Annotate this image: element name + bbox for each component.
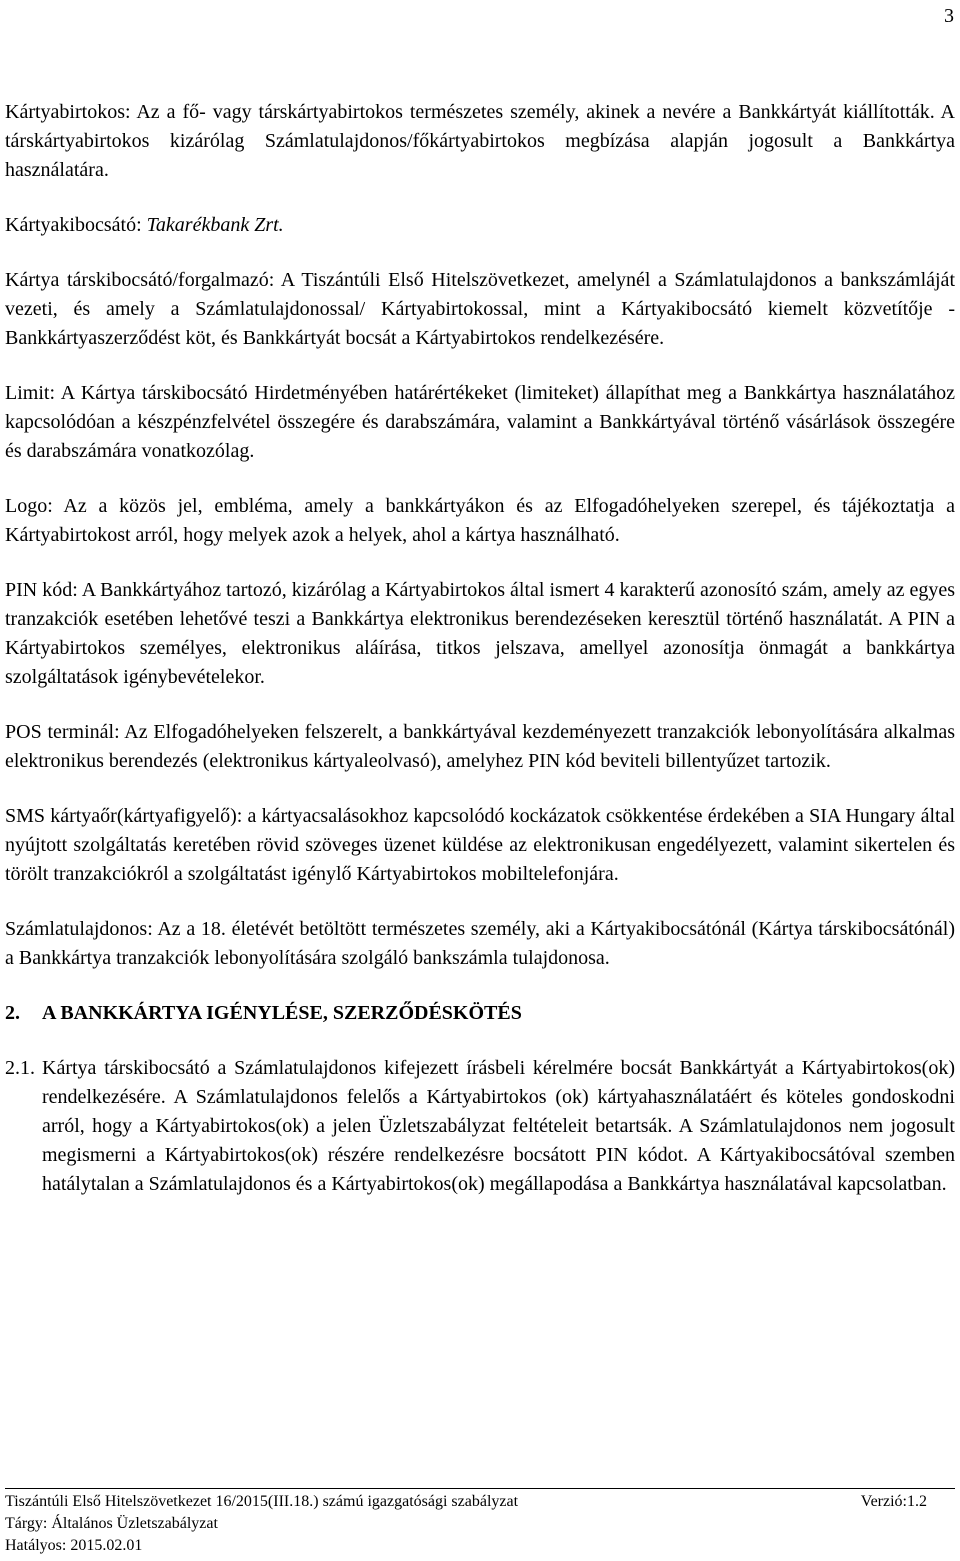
definition-szamlatulajdonos: Számlatulajdonos: Az a 18. életévét betöltött természetes személy, aki a Kártyakibocsátónál (Kártya társkibocsátónál) a Bankkártya tranzakciók lebonyolítására szolgáló bankszámla tulajdonosa. (5, 918, 955, 969)
section-title: A BANKKÁRTYA IGÉNYLÉSE, SZERZŐDÉSKÖTÉS (42, 1002, 522, 1024)
footer-subject: Tárgy: Általános Üzletszabályzat (5, 1515, 218, 1532)
definition-sms-kartyaor: SMS kártyaőr(kártyafigyelő): a kártyacsalásokhoz kapcsolódó kockázatok csökkentése érdekében a SIA Hungary által nyújtott szolgáltatás keretében rövid szöveges üzenet küldése az elektronikusan engedélyezett, valamint sikertelen és törölt tranzakciókról a szolgáltatást igénylő Kártyabirtokos mobiltelefonjára. (5, 805, 955, 885)
clause-text: Kártya társkibocsátó a Számlatulajdonos kifejezett írásbeli kérelmére bocsát Bankkártyát a Kártyabirtokos(ok) rendelkezésére. A Számlatulajdonos felelős a Kártyabirtokos (ok) kártyahasználatáért és köteles gondoskodni arról, hogy a Kártyabirtokos(ok) a jelen Üzletszabályzat feltételeit betartsák. A Számlatulajdonos nem jogosult megismerni a Kártyabirtokos(ok) részére rendelkezésre bocsátott PIN kódot. A Kártyakibocsátóval szemben hatálytalan a Számlatulajdonos és a Kártyabirtokos(ok) megállapodása a Bankkártya használatával kapcsolatban. (42, 1057, 955, 1195)
definition-pos-terminal: POS terminál: Az Elfogadóhelyeken felszerelt, a bankkártyával kezdeményezett tranzakciók lebonyolítására alkalmas elektronikus berendezés (elektronikus kártyaleolvasó), amelyhez PIN kód beviteli billentyűzet tartozik. (5, 721, 955, 772)
definition-italic-value: Takarékbank Zrt. (146, 214, 284, 236)
page-number: 3 (944, 5, 954, 27)
footer-effective-date: Hatályos: 2015.02.01 (5, 1537, 143, 1554)
section-heading (5, 999, 955, 1028)
footer-regulation: Tiszántúli Első Hitelszövetkezet 16/2015(III.18.) számú igazgatósági szabályzat (5, 1493, 519, 1510)
definition-pin-kod: PIN kód: A Bankkártyához tartozó, kizárólag a Kártyabirtokos által ismert 4 karakterű azonosító szám, amely az egyes tranzakciók esetében lehetővé teszi a Bankkártya elektronikus berendezéseken keresztül történő használatát. A PIN a Kártyabirtokos személyes, elektronikus aláírása, titkos jelszava, amellyel azonosítja önmagát a bankkártya szolgáltatások igénybevételekor. (5, 579, 955, 688)
clause-number: 2.1. (5, 1057, 35, 1079)
section-number: 2. (5, 1002, 20, 1024)
definition-logo: Logo: Az a közös jel, embléma, amely a bankkártyákon és az Elfogadóhelyeken szerepel, és tájékoztatja a Kártyabirtokost arról, hogy melyek azok a helyek, ahol a kártya használható. (5, 495, 955, 546)
definition-limit: Limit: A Kártya társkibocsátó Hirdetményében határértékeket (limiteket) állapíthat meg a Bankkártya használatához kapcsolódóan a készpénzfelvétel összegére és darabszámára, valamint a Bankkártyával történő vásárlások összegére és darabszámára vonatkozólag. (5, 382, 955, 462)
footer-version: Verzió:1.2 (860, 1493, 927, 1510)
clause-2-1 (5, 1054, 955, 1199)
page-footer (5, 1488, 955, 1557)
definition-term: Kártyakibocsátó: (5, 214, 147, 236)
definition-kartyakibocsato (5, 211, 955, 240)
definition-kartyabirtokos: Kártyabirtokos: Az a fő- vagy társkártyabirtokos természetes személy, akinek a nevére a Bankkártyát kiállították. A társkártyabirtokos kizárólag Számlatulajdonos/főkártyabirtokos megbízása alapján jogosult a Bankkártya használatára. (5, 101, 955, 181)
document-body (5, 98, 955, 1199)
definition-kartya-tarskibocsato: Kártya társkibocsátó/forgalmazó: A Tiszántúli Első Hitelszövetkezet, amelynél a Számlatulajdonos a bankszámláját vezeti, és amely a Számlatulajdonossal/ Kártyabirtokossal, mint a Kártyakibocsátó kiemelt közvetítője - Bankkártyaszerződést köt, és Bankkártyát bocsát a Kártyabirtokos rendelkezésére. (5, 269, 955, 349)
